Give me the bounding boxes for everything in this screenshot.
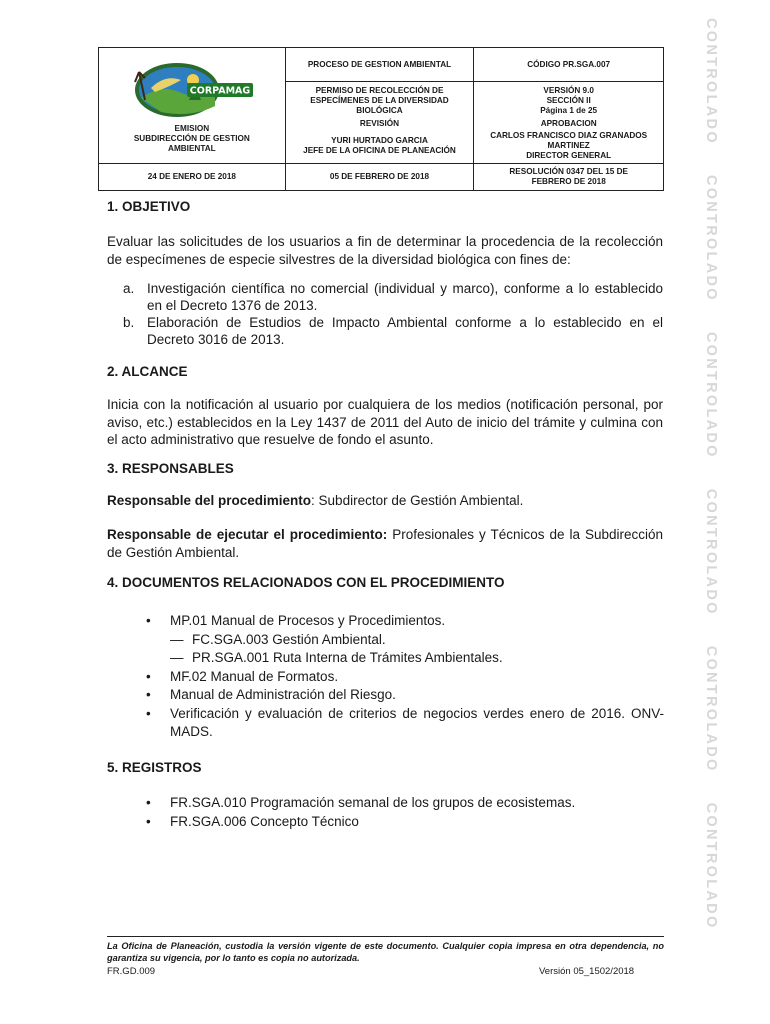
watermark-word: CONTROLADO [703,645,719,773]
watermark-word: CONTROLADO [703,331,719,459]
responsable-value: : Subdirector de Gestión Ambiental. [311,493,524,508]
permit-revision-cell [285,82,474,164]
permit-title-line-2: ESPECÍMENES DE LA DIVERSIDAD [310,95,449,105]
watermark-word: CONTROLADO [703,174,719,302]
list-item-text: Elaboración de Estudios de Impacto Ambiental conforme a lo establecido en el Decreto 3016 de 2013. [147,315,663,347]
permit-title-line-1: PERMISO DE RECOLECCIÓN DE [315,85,444,95]
footer-custody-note: La Oficina de Planeación, custodia la versión vigente de este documento. Cualquier copia impresa en otra dependencia, no garantiza su vigencia, por lo tanto es copia no autorizada. [107,941,664,963]
list-item [123,280,663,314]
list-item [144,705,664,742]
bullet-icon: • [146,795,151,810]
logo-cell [99,48,286,164]
emision-block [101,124,283,154]
list-marker: b. [123,315,135,330]
document-code: CÓDIGO PR.SGA.007 [474,48,664,82]
sub-list-item [144,631,664,650]
documentos-list [144,612,664,742]
bullet-icon: • [146,705,151,721]
emision-date: 24 DE ENERO DE 2018 [99,164,286,191]
emision-label: EMISION [174,123,210,133]
sub-list-item [144,649,664,668]
list-item [144,813,664,832]
section-heading-responsables: 3. RESPONSABLES [107,461,234,476]
resolucion-line-2: FEBRERO DE 2018 [531,177,606,186]
watermark-word: CONTROLADO [703,488,719,616]
responsable-ejecucion-value: Profesionales y Técnicos de la Subdirección de Gestión Ambiental. [107,527,663,560]
watermark-word: CONTROLADO [703,18,719,145]
page-number: Página 1 de 25 [540,105,598,115]
resolucion-line-1: RESOLUCIÓN 0347 DEL 15 DE [509,167,628,176]
list-item-text: FR.SGA.010 Programación semanal de los grupos de ecosistemas. [170,795,576,810]
responsable-ejecucion [107,526,663,561]
section-number: SECCIÓN II [546,95,591,105]
controlado-watermark [697,18,721,930]
aprobacion-name-line-2: MARTINEZ [547,141,590,150]
emision-dependency-line-1: SUBDIRECCIÓN DE GESTION [133,133,250,143]
bullet-icon: • [146,668,151,684]
version-approval-cell [474,82,664,164]
section-heading-alcance: 2. ALCANCE [107,364,188,379]
aprobacion-label: APROBACION [540,119,597,128]
list-item-text: FC.SGA.003 Gestión Ambiental. [192,631,386,647]
list-item-text: FR.SGA.006 Concepto Técnico [170,813,359,829]
revision-name: YURI HURTADO GARCIA [331,136,428,145]
process-title: PROCESO DE GESTION AMBIENTAL [285,48,474,82]
list-item [144,668,664,687]
section-heading-documentos: 4. DOCUMENTOS RELACIONADOS CON EL PROCEDIMIENTO [107,575,505,590]
document-header-table [98,47,664,191]
list-item-text: MF.02 Manual de Formatos. [170,668,339,684]
permit-title-line-3: BIOLÓGICA [356,105,403,115]
bullet-icon: • [146,813,151,829]
dash-icon: — [170,631,184,647]
list-marker: a. [123,281,135,296]
registros-list [144,794,664,831]
list-item-text: MP.01 Manual de Procesos y Procedimientos. [170,613,446,628]
section-heading-registros: 5. REGISTROS [107,760,202,775]
bullet-icon: • [146,613,151,628]
list-item [144,612,664,631]
version-number: VERSIÓN 9.0 [543,85,594,95]
responsable-procedimiento [107,492,663,510]
responsable-ejecucion-label: Responsable de ejecutar el procedimiento: [107,527,388,542]
alcance-text: Inicia con la notificación al usuario por cualquiera de los medios (notificación personal, por aviso, etc.) establecidos en la Ley 1437 de 2011 del Auto de inicio del trámite y culmina con el acto administrativo que resuelve de fondo el asunto. [107,397,663,447]
objetivo-list [123,280,663,348]
list-item-text: PR.SGA.001 Ruta Interna de Trámites Ambientales. [192,650,503,665]
list-item-text: Manual de Administración del Riesgo. [170,687,396,702]
footer-version: Versión 05_1502/2018 [539,966,635,977]
resolucion-cell [474,164,664,191]
list-item [144,686,664,705]
bullet-icon: • [146,687,151,702]
revision-label: REVISIÓN [359,119,400,128]
list-item [123,314,663,348]
list-item-text: Verificación y evaluación de criterios de negocios verdes enero de 2016. ONV-MADS. [170,705,664,739]
emision-dependency-line-2: AMBIENTAL [168,143,216,153]
footer-form-code: FR.GD.009 [107,966,156,977]
objetivo-text: Evaluar las solicitudes de los usuarios a fin de determinar la procedencia de la recolección de especímenes de especie silvestres de la diversidad biológica con fines de: [107,234,663,267]
dash-icon: — [170,650,184,665]
list-item [144,794,664,813]
aprobacion-name-line-1: CARLOS FRANCISCO DIAZ GRANADOS [490,131,648,140]
watermark-word: CONTROLADO [703,802,719,930]
aprobacion-role: DIRECTOR GENERAL [526,151,612,160]
footer-divider [107,936,664,937]
logo-text: CORPAMAG [189,85,251,96]
corpamag-logo [131,60,257,122]
revision-role: JEFE DE LA OFICINA DE PLANEACIÓN [303,146,456,155]
list-item-text: Investigación científica no comercial (individual y marco), conforme a lo establecido en el Decreto 1376 de 2013. [147,281,663,313]
section-heading-objetivo: 1. OBJETIVO [107,199,191,214]
revision-date: 05 DE FEBRERO DE 2018 [285,164,474,191]
responsable-label: Responsable del procedimiento [107,493,312,508]
